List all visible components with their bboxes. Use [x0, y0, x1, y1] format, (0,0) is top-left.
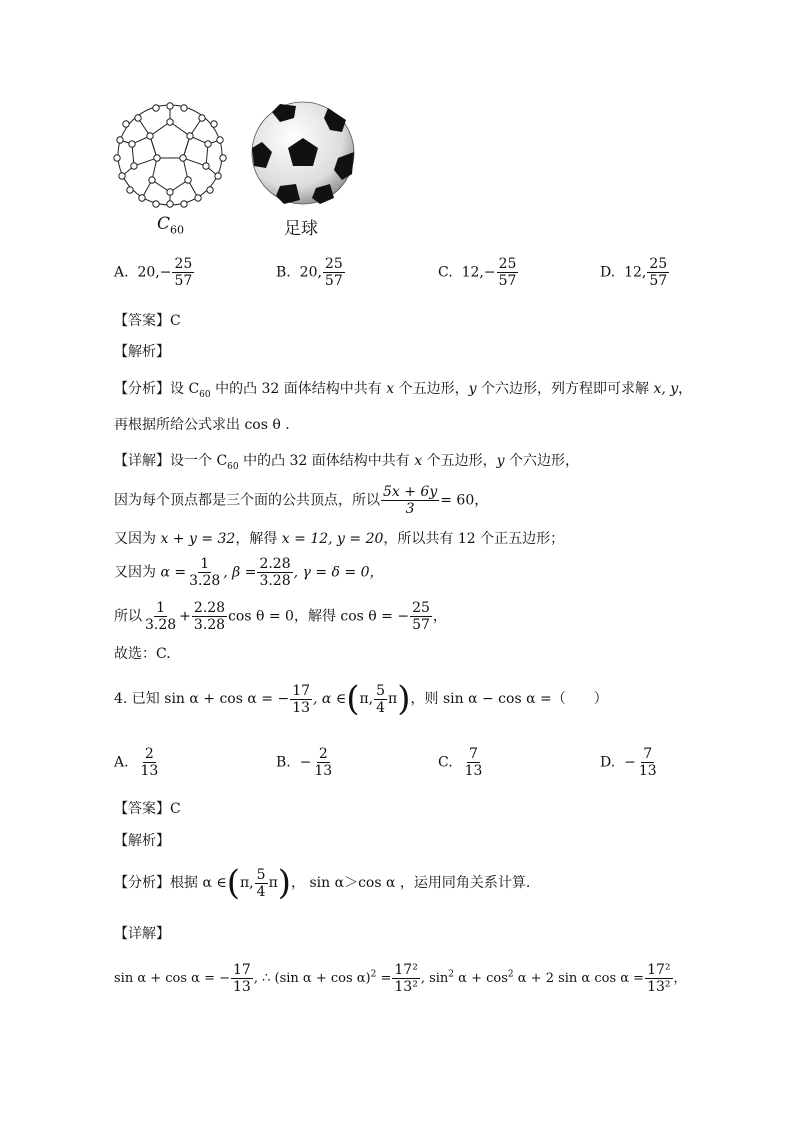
text: , sin	[420, 971, 449, 986]
q4-fenxi	[114, 863, 531, 903]
option-sign: −	[624, 754, 636, 771]
text: 根据 α ∈	[170, 875, 227, 891]
option-letter: B.	[276, 264, 291, 281]
text: π,	[359, 691, 374, 707]
text: ， sin α＞cos α ，运用同角关系计算.	[291, 875, 531, 891]
q3-detail-line2	[114, 484, 488, 517]
fraction: $\frac{2.28}{3.28}$	[259, 556, 291, 589]
text: 设 C	[170, 381, 200, 397]
q4-detail-line1	[114, 962, 687, 995]
text: ，解得	[235, 531, 282, 547]
option-int: 20,	[299, 264, 322, 281]
equation: x = 12, y = 20	[281, 531, 384, 547]
text: ，	[673, 971, 687, 986]
text: 所以	[114, 608, 142, 625]
fraction: $\frac{\text{17²}}{\text{13²}}$	[647, 962, 671, 995]
detail-tag: 【详解】	[114, 453, 170, 469]
option-fraction: $\frac{2}{13}$	[314, 746, 333, 779]
text: π,	[239, 875, 254, 891]
c60-molecule-figure	[112, 100, 228, 210]
q3-detail-line1	[114, 452, 579, 476]
fraction: $\frac{5x + 6y}{3}$	[383, 484, 438, 517]
text: ，所以共有 12 个正五边形；	[383, 531, 565, 547]
text: π	[388, 691, 398, 707]
option-sign: −	[483, 264, 496, 281]
q4-answer	[114, 800, 181, 818]
text: , ∴ (sin α + cos α)	[253, 971, 371, 986]
fraction: $\frac{5}{4}$	[376, 682, 386, 716]
c60-label-sub: 60	[170, 223, 185, 237]
answer-value: C	[170, 801, 181, 817]
var-x: x	[414, 453, 423, 469]
text: ，	[432, 608, 447, 625]
text: 又因为	[114, 531, 161, 547]
text: 个五边形，	[394, 381, 469, 397]
superscript: 2	[448, 969, 455, 980]
q3-option-b[interactable]	[276, 256, 346, 289]
q3-fenxi-line2: 再根据所给公式求出 cos θ .	[114, 417, 290, 433]
q3-option-c[interactable]	[438, 256, 519, 289]
fraction: $\frac{\text{17²}}{\text{13²}}$	[394, 962, 418, 995]
q3-detail-line4	[114, 556, 384, 589]
text: π	[268, 875, 278, 891]
fraction: $\frac{5}{4}$	[256, 866, 266, 900]
fraction: $\frac{2.28}{3.28}$	[193, 600, 226, 633]
c60-label	[157, 214, 184, 236]
text: =	[376, 971, 392, 986]
answer-tag: 【答案】	[114, 313, 170, 329]
q3-answer	[114, 312, 181, 330]
c60-label-text: C	[157, 214, 171, 234]
text: 个六边形，	[504, 453, 579, 469]
fraction: $\frac{1}{3.28}$	[189, 556, 221, 589]
fraction: $\frac{1}{3.28}$	[145, 600, 177, 633]
q4-option-a[interactable]	[114, 746, 161, 779]
text: ，	[678, 381, 693, 397]
q4-detail-tag: 【详解】	[114, 926, 170, 942]
fenxi-tag: 【分析】	[114, 381, 170, 397]
option-letter: B.	[276, 754, 291, 771]
answer-value: C	[170, 313, 181, 329]
text: α + cos	[454, 971, 508, 986]
fraction: $\frac{25}{57}$	[412, 600, 430, 633]
answer-tag: 【答案】	[114, 801, 170, 817]
text: 又因为	[114, 564, 161, 581]
soccer-ball-label: 足球	[284, 219, 318, 239]
q3-analysis-tag: 【解析】	[114, 344, 170, 360]
q3-option-d[interactable]	[600, 256, 670, 289]
var-x: x	[386, 381, 395, 397]
option-letter: C.	[438, 754, 453, 771]
q3-detail-line6: 故选：C.	[114, 646, 171, 662]
var-y: y	[496, 453, 505, 469]
text: ，则 sin α − cos α =（ ）	[410, 691, 608, 707]
equation: x + y = 32	[160, 531, 236, 547]
var-y: y	[468, 381, 477, 397]
q3-option-a[interactable]	[114, 256, 195, 289]
paren: )	[397, 679, 411, 719]
option-letter: A.	[114, 754, 129, 771]
var-xy: x, y	[653, 381, 679, 397]
equation: , β =	[223, 564, 257, 581]
superscript: 2	[507, 969, 514, 980]
text: 因为每个顶点都是三个面的公共顶点，所以	[114, 492, 380, 509]
soccer-ball-figure	[250, 100, 356, 206]
text: 设一个 C	[170, 453, 228, 469]
q3-detail-line3	[114, 530, 564, 548]
option-int: 20,	[137, 264, 160, 281]
q4-stem	[114, 679, 608, 719]
plus-sign: +	[179, 608, 191, 625]
q3-detail-line5	[114, 600, 447, 633]
option-fraction: $\frac{7}{13}$	[638, 746, 657, 779]
paren: (	[226, 863, 240, 903]
option-fraction: $\frac{7}{13}$	[464, 746, 483, 779]
q3-fenxi-line1	[114, 380, 692, 404]
text: α + 2 sin α cos α =	[513, 971, 645, 986]
option-letter: D.	[600, 754, 616, 771]
text: 个五边形，	[422, 453, 497, 469]
option-fraction: $\frac{25}{57}$	[174, 256, 193, 289]
option-fraction: $\frac{25}{57}$	[649, 256, 668, 289]
superscript: 2	[370, 969, 377, 980]
subscript: 60	[227, 461, 239, 472]
paren: (	[346, 679, 360, 719]
fraction: $\frac{17}{13}$	[292, 682, 311, 716]
option-sign: −	[299, 754, 312, 771]
option-letter: A.	[114, 264, 129, 281]
option-int: 12,	[461, 264, 484, 281]
equation: , γ = δ = 0，	[293, 564, 384, 581]
option-int: 12,	[624, 264, 647, 281]
q4-option-d[interactable]	[600, 746, 660, 779]
fenxi-tag: 【分析】	[114, 875, 170, 891]
text: 个六边形，列方程即可求解	[476, 381, 654, 397]
option-letter: C.	[438, 264, 453, 281]
text: = 60，	[440, 492, 489, 509]
subscript: 60	[199, 389, 211, 400]
option-fraction: $\frac{25}{57}$	[324, 256, 343, 289]
q4-option-b[interactable]	[276, 746, 335, 779]
option-letter: D.	[600, 264, 616, 281]
equation: α =	[160, 564, 187, 581]
option-fraction: $\frac{25}{57}$	[498, 256, 517, 289]
text: sin α + cos α = −	[114, 971, 231, 986]
text: cos θ = 0，解得 cos θ = −	[228, 608, 410, 625]
text: 中的凸 32 面体结构中共有	[238, 453, 415, 469]
q4-analysis-tag: 【解析】	[114, 833, 170, 849]
option-sign: −	[159, 264, 172, 281]
text: 中的凸 32 面体结构中共有	[210, 381, 387, 397]
paren: )	[277, 863, 292, 903]
option-fraction: $\frac{2}{13}$	[140, 746, 159, 779]
q4-option-c[interactable]	[438, 746, 485, 779]
fraction: $\frac{17}{13}$	[233, 962, 251, 995]
text: 4. 已知 sin α + cos α = −	[114, 691, 290, 707]
equation: , α ∈	[313, 691, 347, 707]
